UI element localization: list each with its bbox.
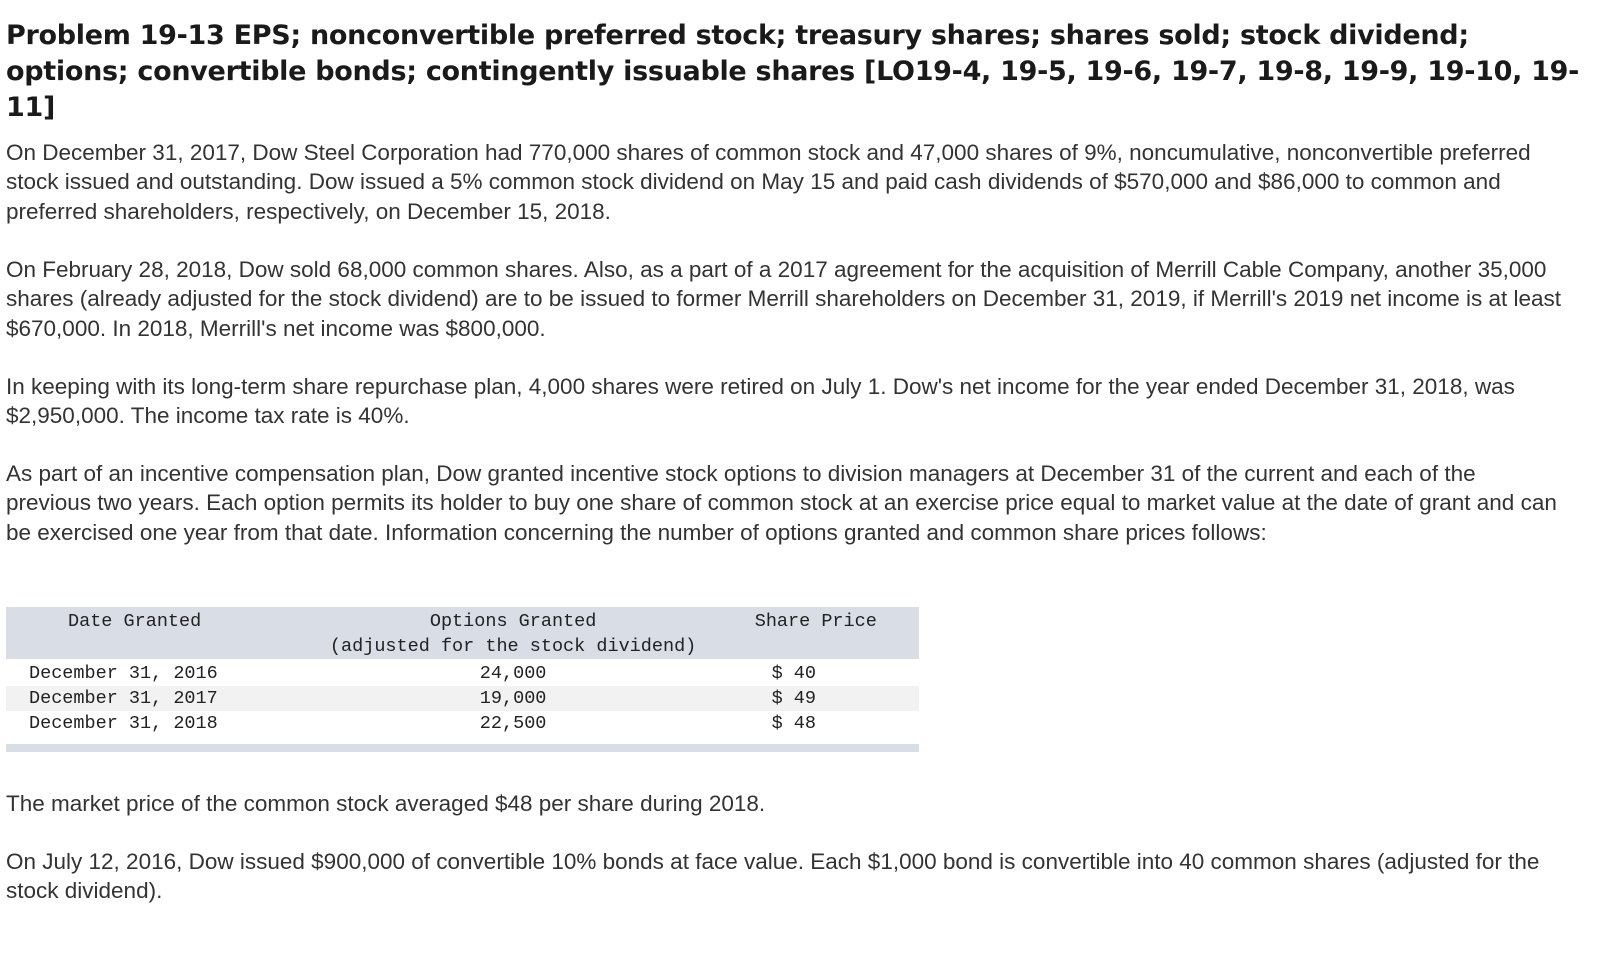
options-table-container (6, 607, 919, 752)
paragraph-convertible-bonds: On July 12, 2016, Dow issued $900,000 of convertible 10% bonds at face value. Each $1,000 bond is convertible into 40 common shares (adjusted for the stock dividend). (6, 849, 1540, 904)
paragraph-market-price: The market price of the common stock averaged $48 per share during 2018. (6, 791, 766, 816)
problem-title-line-1: Problem 19-13 EPS; nonconvertible preferred stock; treasury shares; shares sold; stock dividend; (6, 20, 1469, 51)
cell-price: $ 48 (771, 713, 816, 734)
paragraph-stock-options: As part of an incentive compensation plan, Dow granted incentive stock options to division managers at December 31 of the current and each of the previous two years. Each option permits its holder to buy one share of common stock at an exercise price equal to market value at the date of grant and can be exercised one year from that date. Information concerning the number of options granted and common share prices follows: (6, 461, 1557, 545)
paragraph-shares-sold: On February 28, 2018, Dow sold 68,000 common shares. Also, as a part of a 2017 agreement for the acquisition of Merrill Cable Company, another 35,000 shares (already adjusted for the stock dividend) are to be issued to former Merrill shareholders on December 31, 2019, if Merrill's 2019 net income is at least $670,000. In 2018, Merrill's net income was $800,000. (6, 257, 1562, 341)
cell-options: 19,000 (314, 686, 713, 711)
options-table-header (6, 607, 919, 659)
table-bottom-border (6, 744, 919, 752)
header-date-granted: Date Granted (6, 607, 314, 659)
header-share-price: Share Price (713, 607, 919, 659)
paragraph-shares-outstanding: On December 31, 2017, Dow Steel Corporation had 770,000 shares of common stock and 47,000 shares of 9%, noncumulative, nonconvertible preferred stock issued and outstanding. Dow issued a 5% common stock dividend on May 15 and paid cash dividends of $570,000 and $86,000 to common and preferred shareholders, respectively, on December 15, 2018. (6, 140, 1531, 224)
paragraph-share-repurchase: In keeping with its long-term share repurchase plan, 4,000 shares were retired on July 1. Dow's net income for the year ended December 31, 2018, was $2,950,000. The income tax rate is 40%. (6, 374, 1515, 429)
table-row (6, 711, 919, 736)
options-table (6, 607, 919, 736)
header-options-granted (314, 607, 713, 659)
cell-options: 24,000 (479, 663, 547, 684)
problem-title (6, 18, 1586, 126)
cell-date: December 31, 2016 (29, 663, 218, 684)
cell-options: 22,500 (479, 713, 547, 734)
header-options-line-2: (adjusted for the stock dividend) (329, 636, 697, 657)
table-row (6, 686, 919, 711)
table-row (6, 659, 919, 686)
options-table-body (6, 659, 919, 736)
cell-date: December 31, 2017 (6, 686, 314, 711)
options-table-header-row (6, 607, 919, 659)
problem-title-line-2: options; convertible bonds; contingently issuable shares [LO19-4, 19-5, 19-6, 19-7, 19-8, 19-9, 19-10, 19-11] (6, 56, 1580, 123)
header-options-line-1: Options Granted (429, 611, 597, 632)
cell-date: December 31, 2018 (29, 713, 218, 734)
cell-price: $ 40 (771, 663, 816, 684)
cell-price: $ 49 (713, 686, 919, 711)
